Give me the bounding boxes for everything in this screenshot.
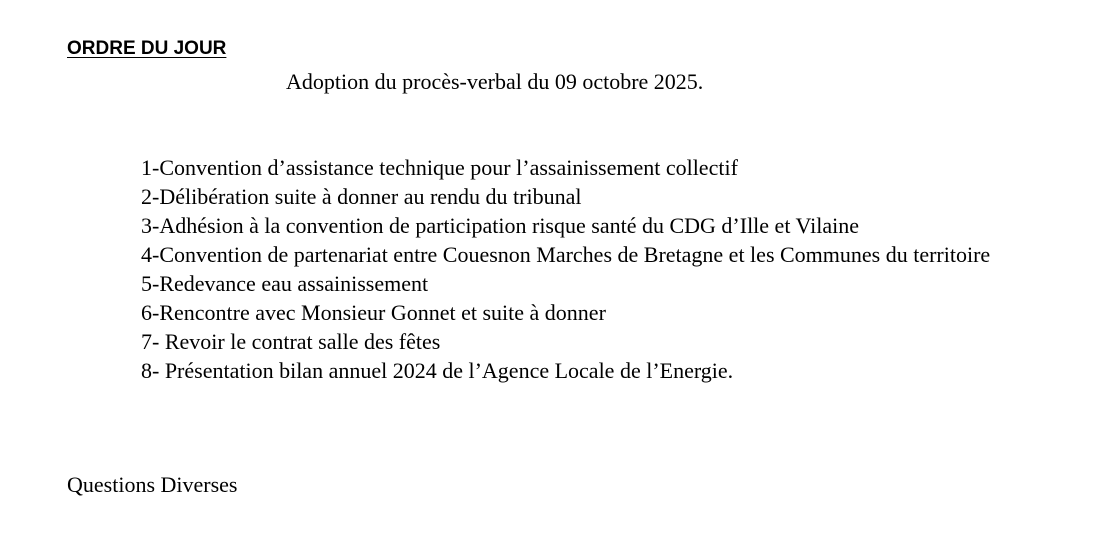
agenda-item: 4-Convention de partenariat entre Couesnon Marches de Bretagne et les Communes du territoire xyxy=(141,242,991,267)
agenda-item: 8- Présentation bilan annuel 2024 de l’Agence Locale de l’Energie. xyxy=(141,358,734,383)
agenda-list xyxy=(141,153,1041,385)
agenda-item: 1-Convention d’assistance technique pour l’assainissement collectif xyxy=(141,155,738,180)
questions-diverses: Questions Diverses xyxy=(67,472,238,497)
agenda-item: 6-Rencontre avec Monsieur Gonnet et suite à donner xyxy=(141,300,606,325)
agenda-item: 7- Revoir le contrat salle des fêtes xyxy=(141,329,441,354)
agenda-item: 3-Adhésion à la convention de participation risque santé du CDG d’Ille et Vilaine xyxy=(141,213,859,238)
adoption-line: Adoption du procès-verbal du 09 octobre 2025. xyxy=(286,69,704,94)
agenda-item: 5-Redevance eau assainissement xyxy=(141,271,429,296)
agenda-item: 2-Délibération suite à donner au rendu du tribunal xyxy=(141,184,582,209)
agenda-heading: ORDRE DU JOUR xyxy=(67,38,227,59)
